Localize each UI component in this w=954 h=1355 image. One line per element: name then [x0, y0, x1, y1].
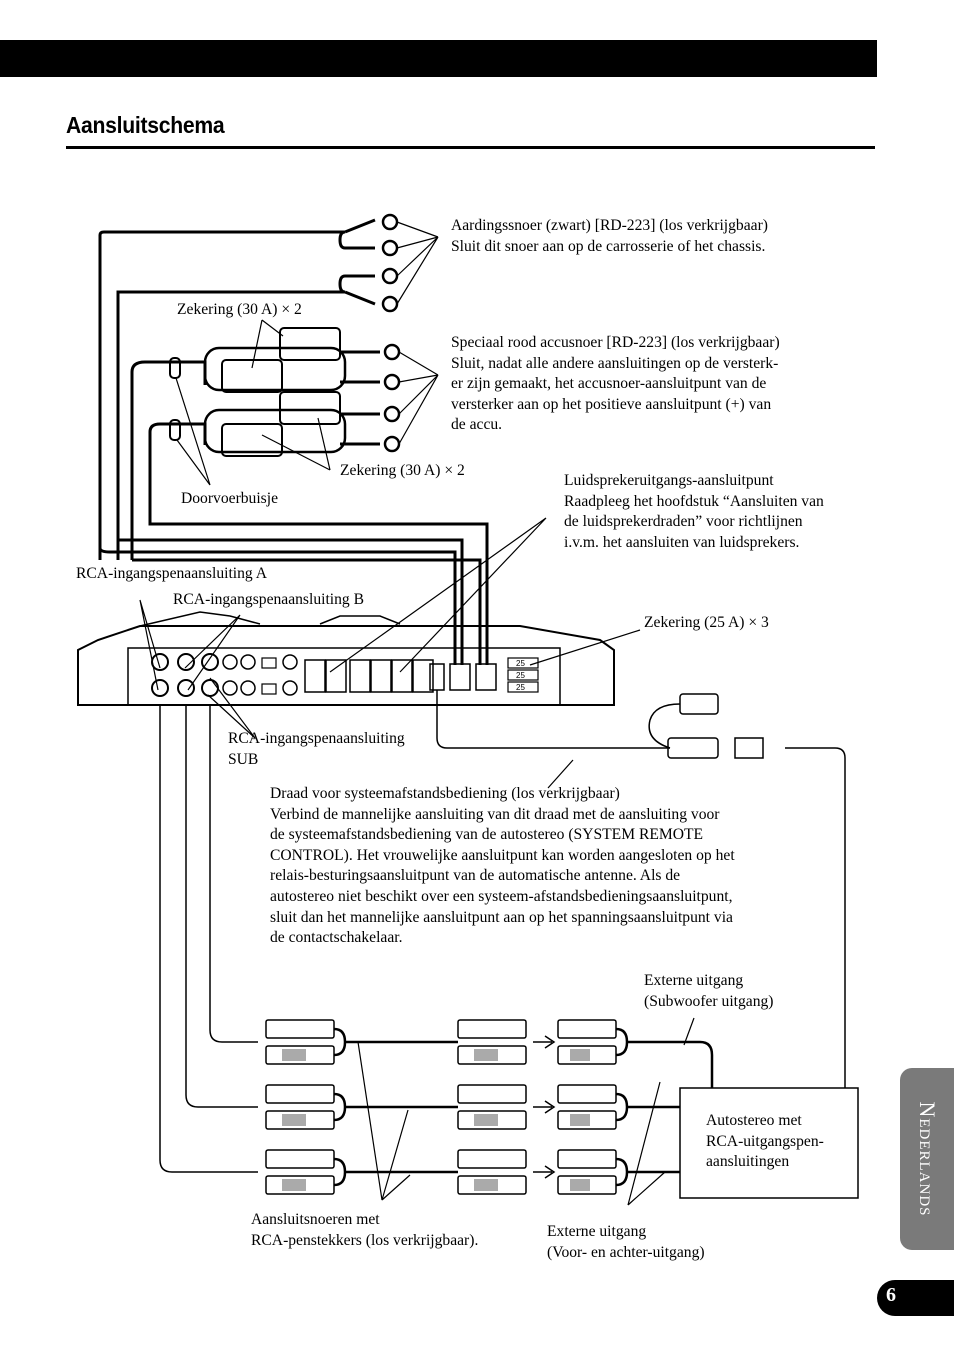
remote-wire-label: Draad voor systeemafstandsbediening (los verkrijgbaar) Verbind de mannelijke aansluiting van dit draad met de aansluiting voor de systeemafstandsbediening van de autostereo (SYSTEM REMOTE CONTROL). Het vrouwelijke aansluitpunt kan worden aangesloten op het relais-besturingsaansluitpunt van de automatische antenne. Als de autostereo niet beschikt over een systeem-afstandsbedieningsaansluitpunt, sluit dan het mannelijke aansluitpunt aan op het spanningsaansluitpunt via de contactschakelaar.: [270, 785, 735, 947]
page-number-badge: 6: [877, 1280, 954, 1316]
fuse-25-label: Zekering (25 A) × 3: [644, 614, 769, 631]
external-front-output-label: Externe uitgang (Voor- en achter-uitgang): [547, 1223, 705, 1261]
page-title: Aansluitschema: [66, 112, 225, 138]
language-side-tab: Nederlands: [900, 1068, 954, 1250]
fuse-top-label: Zekering (30 A) × 2: [177, 301, 302, 318]
rca-input-b-label: RCA-ingangspenaansluiting B: [173, 591, 365, 608]
amp-fuse-2: 25: [516, 671, 525, 680]
amp-fuse-3: 25: [516, 683, 525, 692]
speaker-output-label: Luidsprekeruitgangs-aansluitpunt Raadpleeg het hoofdstuk “Aansluiten van de luidsprekerdraden” voor richtlijnen i.v.m. het aansluiten van luidsprekers.: [564, 472, 824, 551]
grommet-label: Doorvoerbuisje: [181, 490, 279, 507]
rca-cables-label: Aansluitsnoeren met RCA-penstekkers (los verkrijgbaar).: [251, 1211, 479, 1249]
amp-fuse-1: 25: [516, 659, 525, 668]
rca-input-a-label: RCA-ingangspenaansluiting A: [76, 565, 268, 582]
battery-wire-label: Speciaal rood accusnoer [RD-223] (los verkrijgbaar) Sluit, nadat alle andere aansluitingen op de versterk- er zijn gemaakt, het accusnoer-aansluitpunt van de versterker aan op het positieve aansluitpunt (+) van de accu.: [451, 334, 780, 434]
ground-wire-label: Aardingssnoer (zwart) [RD-223] (los verkrijgbaar) Sluit dit snoer aan op de carrosserie of het chassis.: [451, 217, 768, 255]
rca-input-sub-label: RCA-ingangspenaansluiting SUB: [228, 730, 405, 768]
head-unit-label: Autostereo met RCA-uitgangspen- aansluitingen: [706, 1112, 824, 1171]
fuse-bottom-label: Zekering (30 A) × 2: [340, 462, 465, 479]
external-sub-output-label: Externe uitgang (Subwoofer uitgang): [644, 972, 774, 1010]
